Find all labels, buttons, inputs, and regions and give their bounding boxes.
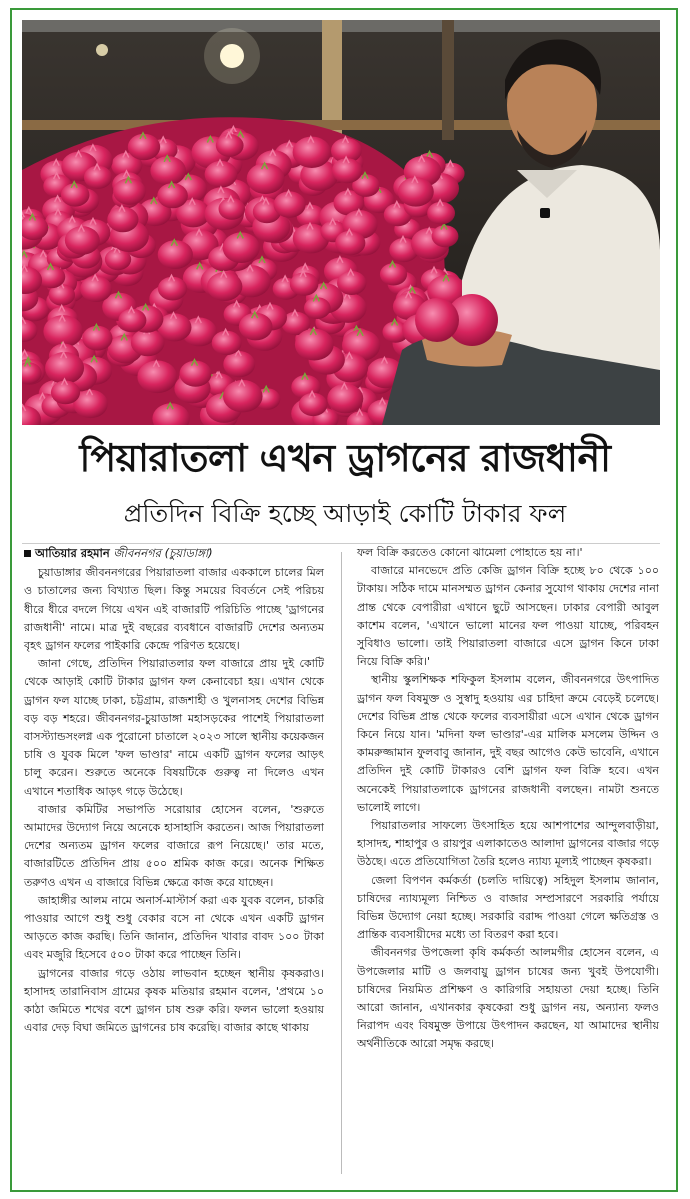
dragon-fruit	[84, 166, 112, 189]
dragon-fruit	[157, 183, 188, 208]
column-divider	[341, 552, 342, 1174]
dragon-fruit	[212, 331, 242, 355]
dragon-fruit	[128, 134, 160, 160]
paragraph: ফল বিক্রি করতেও কোনো ঝামেলা পোহাতে হয় না।'	[357, 546, 583, 559]
dragon-fruit	[158, 277, 187, 301]
paragraph: বাজার কমিটির সভাপতি সরোয়ার হোসেন বলেন, 'শুরুতে আমাদের উদ্যোগ নিয়ে অনেকে হাসাহাসি করতেন। আজ পিয়ারাতলা দেশের অন্যতম ড্রাগন ফলের বাজারে রূপ নিয়েছে।' তার মতে, বাজারটিতে প্রতিদিন প্রায় ৫০০ শ্রমিক কাজ করে। অনেক শিক্ষিত তরুণও এখন এ বাজারে বিভিন্ন ক্ষেত্রে কাজ করে যাচ্ছেন।	[24, 802, 324, 889]
dragon-fruit	[205, 161, 238, 188]
paragraph: জাহাঙ্গীর আলম নামে অনার্স-মাস্টার্স করা এক যুবক বলেন, চাকরি পাওয়ার আগে শুধু শুধু বেকার বসে না থেকে এখন একটি ড্রাগন আড়তে কাজ করছি। তিনি জানান, প্রতিদিন খাবার বাবদ ১০০ টাকা এবং মজুরি হিসেবে ৫০০ টাকা করে পাচ্ছেন তিনি।	[24, 893, 324, 962]
dragon-fruit-pile-image	[22, 20, 660, 425]
dragon-fruit	[427, 202, 455, 225]
author-name: আতিয়ার রহমান	[35, 546, 110, 560]
dragon-fruit	[150, 156, 186, 185]
dragon-fruit	[131, 329, 165, 356]
dragon-fruit	[137, 361, 177, 394]
dragon-fruit	[207, 272, 242, 301]
dragon-fruit	[274, 191, 306, 217]
paragraph: স্থানীয় স্কুলশিক্ষক শফিকুল ইসলাম বলেন, জীবননগরে উৎপাদিত ড্রাগন ফল বিষমুক্ত ও সুস্বাদু হওয়ায় এর চাহিদা ক্রমে বেড়েই চলেছে। দেশের বিভিন্ন প্রান্ত থেকে ফলের ব্যবসায়ীরা এসে এখান থেকে ড্রাগন কিনে নিয়ে যান। 'মদিনা ফল ভাণ্ডার'-এর মালিক মসলেম উদ্দিন ও কামরুজ্জামান ফুলবাবু জানান, দুই বছর আগেও কেউ ভাবেনি, এখানে প্রতিদিন দুই কোটি টাকারও বেশি ড্রাগন ফল বিক্রি হবে। এখন অনেকেই পিয়ারাতলাকে ড্রাগনের রাজধানী বলছেন। নামটা শুনতে ভালোই লাগে।	[357, 673, 659, 814]
dragon-fruit	[332, 158, 362, 183]
paragraph: ড্রাগনের বাজার গড়ে ওঠায় লাভবান হচ্ছেন স্থানীয় কৃষকরাও। হাসাদহ তারানিবাস গ্রামের কৃষক মতিয়ার রহমান বলেন, 'প্রথমে ১০ কাঠা জমিতে শখের বশে ড্রাগন চাষ শুরু করি। ফলন ভালো হওয়ায় এবার দেড় বিঘা জমিতে ড্রাগনের চাষ করেছি। বাজার কাছে থাকায়	[24, 966, 324, 1035]
dragon-fruit	[80, 276, 112, 302]
dragon-fruit	[38, 266, 66, 289]
paragraph: জানা গেছে, প্রতিদিন পিয়ারাতলার ফল বাজারে প্রায় দুই কোটি থেকে আড়াই কোটি টাকার ড্রাগন ফল কেনাবেচা হয়। এখান থেকে ড্রাগন ফল যাচ্ছে ঢাকা, চট্টগ্রাম, রাজশাহী ও খুলনাসহ দেশের বিভিন্ন বড় বড় শহরে। জীবননগর-চুয়াডাঙ্গা মহাসড়কের পাশেই পিয়ারাতলা বাসস্ট্যান্ডসংলগ্ন এক পুরোনো চাতালে ২০২৩ সালে স্থানীয় কয়েকজন চাষি ও যুবক মিলে 'ফল ভাণ্ডার' নামে একটি ড্রাগন ফলের আড়ৎ চালু করেন। শুরুতে অনেকে বিষয়টিকে গুরুত্ব না দিলেও এখন এখানে শতাধিক আড়ৎ গড়ে উঠেছে।	[24, 657, 324, 798]
dragon-fruit	[247, 163, 285, 194]
dragon-fruit	[304, 297, 331, 319]
dragon-fruit	[216, 134, 244, 157]
dragon-fruit	[51, 381, 80, 405]
dragon-fruit	[65, 226, 100, 255]
paragraph: জেলা বিপণন কর্মকর্তা (চলতি দায়িত্বে) সহিদুল ইসলাম জানান, চাষিদের ন্যায্যমূল্য নিশ্চিত ও বাজার সম্প্রসারণে সরকারি পর্যায়ে বিভিন্ন উদ্যোগ নেয়া হচ্ছে। সরকারি বরাদ্দ পাওয়া গেলে ক্ষতিগ্রস্ত ও প্রান্তিক ব্যবসায়ীদের মধ্যে তা বিতরণ করা হবে।	[357, 873, 659, 942]
paragraph: জীবননগর উপজেলা কৃষি কর্মকর্তা আলমগীর হোসেন বলেন, এ উপজেলার মাটি ও জলবায়ু ড্রাগন চাষের জন্য খুবই উপযোগী। চাষিদের নিয়মিত প্রশিক্ষণ ও কারিগরি সহায়তা দেয়া হচ্ছে। তিনি আরো জানান, এখানকার কৃষকেরা শুধু ড্রাগন নয়, অন্যান্য ফলও নিরাপদ এবং বিষমুক্ত উপায়ে উৎপাদন করছেন, যা আমাদের স্থানীয় অর্থনীতিকে আরো সমৃদ্ধ করছে।	[357, 946, 659, 1051]
paragraph: চুয়াডাঙ্গার জীবননগরের পিয়ারাতলা বাজার এককালে চালের মিল ও চাতালের জন্য বিখ্যাত ছিল। কিন্তু সময়ের বিবর্তনে সেই পরিচয় ধীরে ধীরে বদলে গিয়ে এখন এই বাজারটি পরিচিতি পাচ্ছে 'ড্রাগনের রাজধানী' নামে। মাত্র দুই বছরের ব্যবধানে বাজারটি দেশের অন্যতম বৃহৎ ড্রাগন ফলের পাইকারি কেন্দ্রে পরিণত হয়েছে।	[24, 566, 324, 653]
article-column-left	[24, 544, 324, 1037]
dragon-fruit	[327, 384, 363, 414]
bullet-square-icon	[24, 550, 31, 557]
paragraph: পিয়ারাতলার সাফল্যে উৎসাহিত হয়ে আশপাশের আন্দুলবাড়ীয়া, হাসাদহ, শাহাপুর ও রায়পুর এলাকাতেও আলাদা ড্রাগনের বাজার গড়ে উঠছে। এতে প্রতিযোগিতা তৈরি হলেও ন্যায্য মূল্যই পাচ্ছেন কৃষকরা।	[357, 819, 659, 869]
byline	[24, 544, 324, 562]
dragon-fruit	[398, 177, 434, 206]
dragon-fruit	[107, 207, 138, 233]
dragon-fruit	[223, 232, 260, 263]
dragon-fruit	[82, 326, 112, 351]
dragon-fruit	[113, 178, 146, 205]
dragon-fruit	[293, 137, 331, 168]
dragon-fruit	[295, 329, 334, 361]
headline: পিয়ারাতলা এখন ড্রাগনের রাজধানী	[79, 436, 611, 480]
dragon-fruit	[158, 240, 193, 269]
dragon-fruit	[239, 313, 273, 341]
dragon-fruit	[290, 272, 319, 295]
dragon-fruit	[118, 309, 146, 332]
dragon-fruit	[432, 225, 459, 247]
dragon-fruit	[337, 271, 366, 295]
subheadline: প্রতিদিন বিক্রি হচ্ছে আড়াই কোটি টাকার ফল	[123, 499, 567, 528]
article-column-right	[357, 544, 659, 1054]
dragon-fruit	[335, 231, 365, 256]
article-photo	[22, 20, 660, 425]
dragon-fruit	[61, 183, 90, 206]
paragraph: বাজারে মানভেদে প্রতি কেজি ড্রাগন বিক্রি হচ্ছে ৮০ থেকে ১০০ টাকায়। সঠিক দামে মানসম্মত ড্রাগন কেনার সুযোগ থাকায় দেশের নানা প্রান্ত থেকে বেপারীরা এখানে ছুটে আসছেন। ঢাকার বেপারী আবুল কাশেম বলেন, 'এখানে ভালো মানের ফল পাওয়া যাচ্ছে, পরিবহন সুবিধাও ভালো। তাই পিয়ারাতলা বাজারে এসে ড্রাগন কিনে ঢাকা নিয়ে বিক্রি করি।'	[357, 564, 659, 669]
dragon-fruit	[180, 361, 212, 387]
dragon-fruit	[219, 198, 246, 220]
author-location: জীবননগর (চুয়াডাঙ্গা)	[113, 546, 213, 560]
dragon-fruit	[223, 380, 263, 412]
dragon-fruit	[299, 393, 328, 416]
dragon-fruit	[380, 263, 407, 285]
